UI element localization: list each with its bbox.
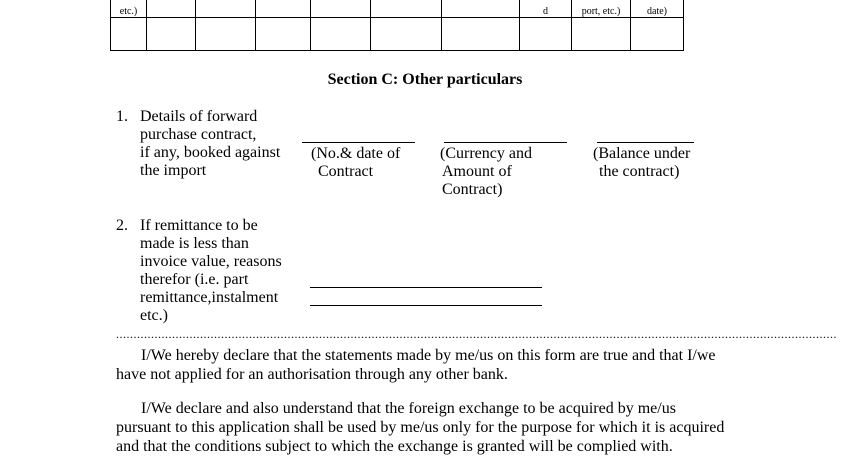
declaration-1-line-1: I/We hereby declare that the statements made by me/us on this form are true and that I/we <box>141 347 716 364</box>
item-2-line: etc.) <box>140 307 168 324</box>
item-1-number: 1. <box>116 108 128 125</box>
table-input-cell[interactable] <box>572 18 631 51</box>
table-input-cell[interactable] <box>520 18 572 51</box>
item-2-line: If remittance to be <box>140 217 258 234</box>
item-2-line: invoice value, reasons <box>140 253 282 270</box>
currency-amount-label <box>440 145 532 199</box>
declaration-2-line-2: pursuant to this application shall be used by me/us only for the purpose for which it is acquired <box>116 419 725 436</box>
table-input-cell[interactable] <box>311 18 371 51</box>
table-cell <box>147 0 196 18</box>
item-2-label <box>140 217 282 325</box>
reason-field-line-2[interactable] <box>310 305 542 306</box>
section-title: Section C: Other particulars <box>327 71 523 88</box>
declaration-2-line-1: I/We declare and also understand that the foreign exchange to be acquired by me/us <box>141 400 676 417</box>
currency-amount-field[interactable] <box>444 142 567 143</box>
item-1-label <box>140 108 280 180</box>
item-2-line: therefor (i.e. part <box>140 271 249 288</box>
table-header-row <box>111 0 684 18</box>
dotted-separator: .............................................................................................................................................................................................................. <box>116 327 837 341</box>
contract-no-date-label <box>311 145 400 181</box>
table-cell <box>256 0 311 18</box>
table-cell: etc.) <box>111 0 147 18</box>
item-1-line: purchase contract, <box>140 126 257 143</box>
table-input-cell[interactable] <box>111 18 147 51</box>
table-cell: port, etc.) <box>572 0 631 18</box>
table-input-cell[interactable] <box>631 18 684 51</box>
table-cell <box>442 0 520 18</box>
label-line: (No.& date of <box>311 145 401 162</box>
label-line: (Balance under <box>593 145 691 162</box>
table-cell: d <box>520 0 572 18</box>
table-input-cell[interactable] <box>256 18 311 51</box>
reason-field-line-1[interactable] <box>310 287 542 288</box>
item-2-number: 2. <box>116 217 128 234</box>
declaration-2-line-3: and that the conditions subject to which the exchange is granted will be complied with. <box>116 438 673 455</box>
item-2-line: remittance,instalment <box>140 289 279 306</box>
label-line: the contract) <box>599 163 680 180</box>
item-1-line: if any, booked against <box>140 144 281 161</box>
label-line: (Currency and <box>440 145 532 162</box>
table-input-cell[interactable] <box>196 18 256 51</box>
table-input-cell[interactable] <box>147 18 196 51</box>
balance-label <box>593 145 690 181</box>
label-line: Contract) <box>442 181 503 198</box>
item-2-line: made is less than <box>140 235 249 252</box>
table-cell <box>311 0 371 18</box>
label-line: Contract <box>318 163 374 180</box>
table-input-cell[interactable] <box>371 18 442 51</box>
balance-field[interactable] <box>597 142 694 143</box>
contract-no-date-field[interactable] <box>302 142 415 143</box>
particulars-table <box>110 0 684 51</box>
table-cell <box>371 0 442 18</box>
item-1-line: the import <box>140 162 207 179</box>
declaration-1-line-2: have not applied for an authorisation through any other bank. <box>116 366 508 383</box>
table-input-cell[interactable] <box>442 18 520 51</box>
item-1-line: Details of forward <box>140 108 258 125</box>
table-row <box>111 18 684 51</box>
table-cell <box>196 0 256 18</box>
table-cell: date) <box>631 0 684 18</box>
label-line: Amount of <box>442 163 512 180</box>
